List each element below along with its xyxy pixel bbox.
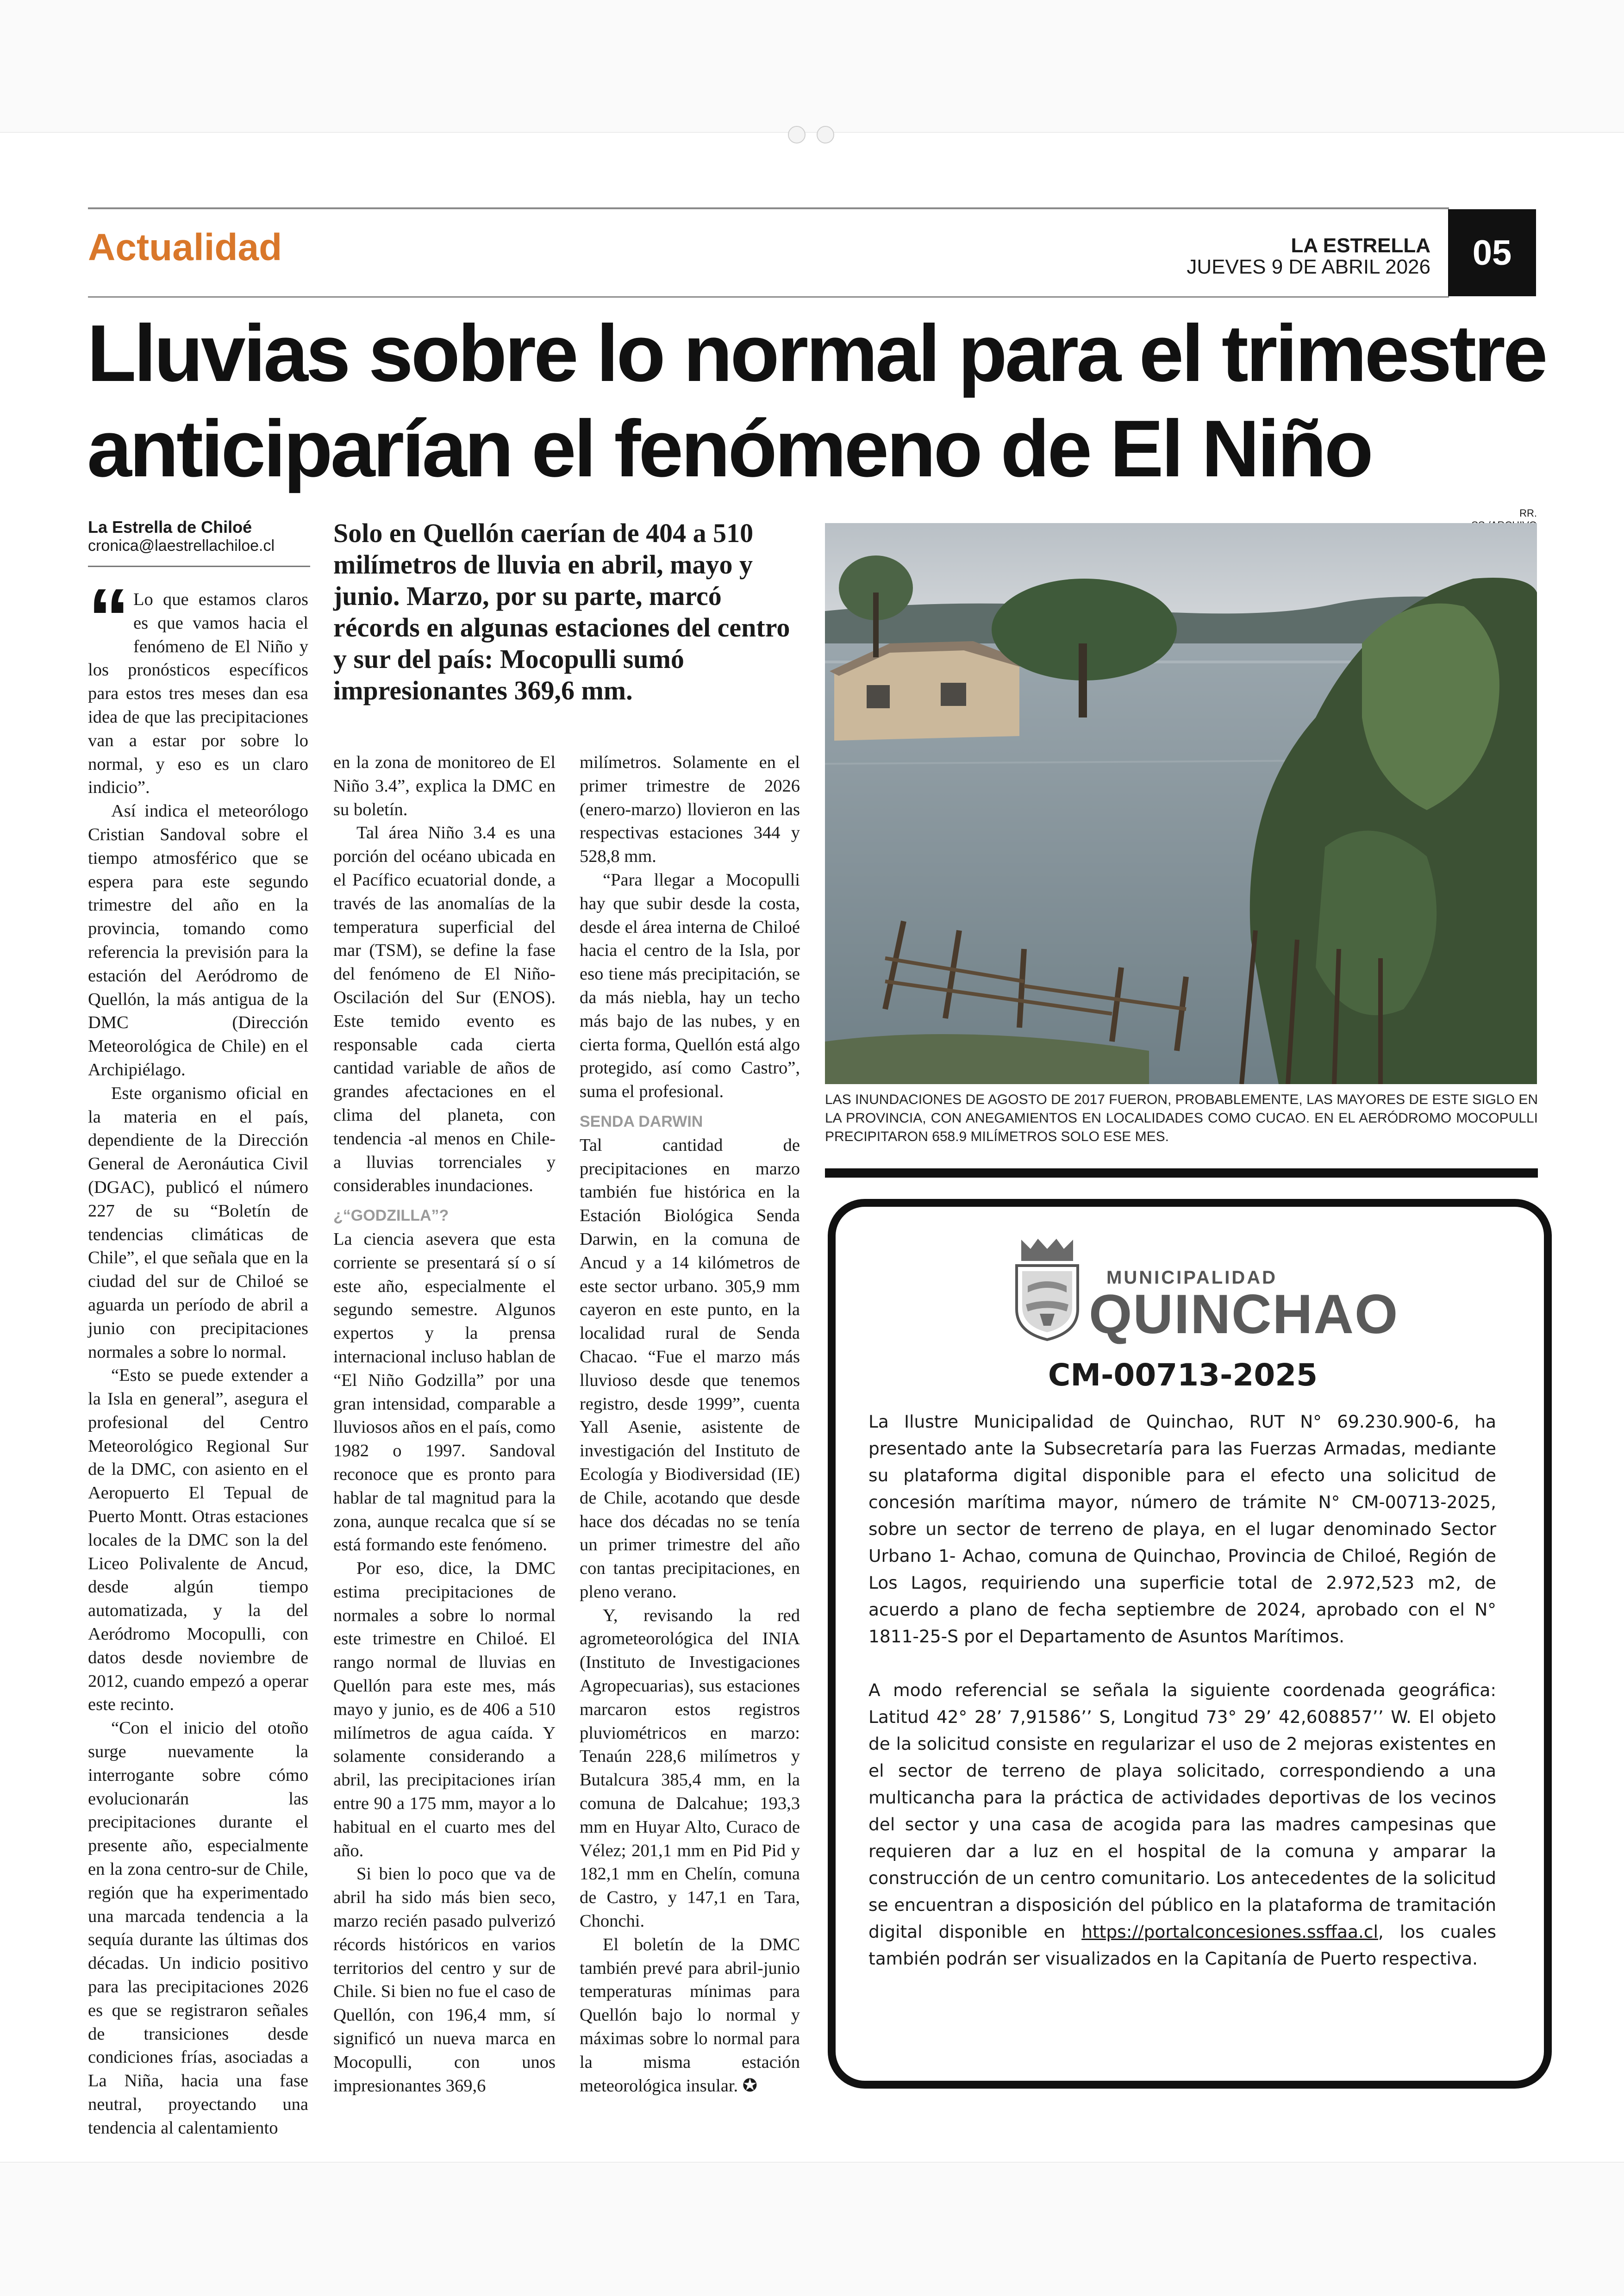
newspaper-name: LA ESTRELLA bbox=[1291, 234, 1430, 257]
opening-paragraph bbox=[88, 572, 308, 799]
ad-separator bbox=[825, 1168, 1538, 1178]
paragraph: milímetros. Solamente en el primer trimestre de 2026 (enero-marzo) llovieron en las respectivas estaciones 344 y 528,8 mm. bbox=[580, 753, 800, 867]
notice-text: , los cuales también podrán ser visualizados en la Capitanía de Puerto respectiva. bbox=[868, 1922, 1496, 1969]
photo-credit: RR. bbox=[1519, 507, 1537, 519]
flood-photo bbox=[825, 523, 1537, 1084]
paragraph: “Con el inicio del otoño surge nuevamente la interrogante sobre cómo evolucionarán las precipitaciones durante el presente año, especialmente en la zona centro-sur de Chile, región que ha experimentado una marcada tendencia a la sequía durante las últimas dos décadas. Un indicio positivo para las precipitaciones 2026 es que se registraron señales de transiciones desde condiciones frías, asociadas a La Niña, hacia una fase neutral, proyectando una tendencia al calentamiento bbox=[88, 1718, 308, 2138]
page-bottom-band bbox=[0, 2162, 1624, 2296]
page-number: 05 bbox=[1448, 209, 1536, 296]
paragraph: Por eso, dice, la DMC estima precipitaciones de normales a sobre lo normal este trimestre en Chiloé. El rango normal de lluvias en Quellón para este mes, más mayo y junio, es de 406 a 510 milímetros de agua caída. Y solamente considerando a abril, las precipitaciones irían entre 90 a 175 mm, mayor a lo habitual en el cuarto mes del año. bbox=[333, 1559, 556, 1860]
byline-author: La Estrella de Chiloé bbox=[88, 518, 252, 537]
byline-email: cronica@laestrellachiloe.cl bbox=[88, 537, 275, 555]
paragraph: Este organismo oficial en la materia en el país, dependiente de la Dirección General de Aeronáutica Civil (DGAC), publicó el número 227 de su “Boletín de tendencias climáticas de Chile”, el que señala que en la ciudad del sur de Chiloé se aguarda un período de abril a junio con precipitaciones normales a sobre lo normal. bbox=[88, 1083, 308, 1362]
notice-paragraph: La Ilustre Municipalidad de Quinchao, RUT N° 69.230.900-6, ha presentado ante la Subsecretaría para las Fuerzas Armadas, mediante su plataforma digital disponible para el efecto una solicitud de concesión marítima mayor, número de trámite N° CM-00713-2025, sobre un sector de terreno de playa, en el lugar denominado Sector Urbano 1- Achao, comuna de Quinchao, Provincia de Chiloé, Región de Los Lagos, requiriendo una superficie total de 2.972,523 m2, de acuerdo a plano de fecha septiembre de 2024, aprobado con el N° 1811-25-S por el Departamento de Asuntos Marítimos. bbox=[868, 1411, 1496, 1647]
byline-rule bbox=[88, 566, 310, 567]
paragraph: Si bien lo poco que va de abril ha sido más bien seco, marzo recién pasado pulverizó récords históricos en varios territorios del centro y sur de Chile. Si bien no fue el caso de Quellón, con 196,4 mm, sí significó un nueva marca en Mocopulli, con unos impresionantes 369,6 bbox=[333, 1864, 556, 2096]
paragraph: “Para llegar a Mocopulli hay que subir desde la costa, desde el área interna de Chiloé hacia el centro de la Isla, por eso tiene más precipitación, se da más niebla, hay un techo más bajo de las nubes, y en cierta forma, Quellón está algo protegido, así como Castro”, suma el profesional. bbox=[580, 870, 800, 1102]
municipality-label: MUNICIPALIDAD bbox=[1106, 1267, 1278, 1288]
headline-line-1: Lluvias sobre lo normal para el trimestre bbox=[87, 308, 1546, 398]
subheading: ¿“GODZILLA”? bbox=[333, 1207, 449, 1225]
paragraph: Y, revisando la red agrometeorológica del INIA (Instituto de Investigaciones Agropecuarias), sus estaciones marcaron estos registros pluviométricos en marzo: Tenaún 228,6 milímetros y Butalcura 385,4 mm, en la comuna de Dalcahue; 193,3 mm en Huyar Alto, Curaco de Vélez; 201,1 mm en Pid Pid y 182,1 mm en Chelín, comuna de Castro, y 147,1 en Tara, Chonchi. bbox=[580, 1605, 800, 1931]
end-mark-icon: ✪ bbox=[742, 2076, 758, 2096]
article-lead: Solo en Quellón caerían de 404 a 510 milímetros de lluvia en abril, mayo y junio. Marzo, por su parte, marcó récords en algunas estaciones del centro y sur del país: Mocopulli sumó impresionantes 369,6 mm. bbox=[333, 518, 790, 705]
header-underline bbox=[88, 296, 1449, 298]
procedure-code: CM-00713-2025 bbox=[1048, 1357, 1318, 1393]
headline-line-2: anticiparían el fenómeno de El Niño bbox=[87, 403, 1371, 493]
paragraph bbox=[580, 1933, 800, 2098]
paragraph-text: Lo que estamos claros es que vamos hacia el fenómeno de El Niño y los pronósticos específicos para estos tres meses dan esa idea de que las precipitaciones van a estar por sobre lo normal, y eso es un claro indicio”. bbox=[88, 590, 308, 798]
page-dot[interactable] bbox=[788, 126, 806, 144]
shield-icon bbox=[1012, 1235, 1082, 1342]
headline bbox=[87, 306, 1550, 496]
municipality-name: QUINCHAO bbox=[1089, 1283, 1399, 1345]
legal-notice-text bbox=[868, 1408, 1496, 1972]
paragraph: Tal área Niño 3.4 es una porción del océano ubicada en el Pacífico ecuatorial donde, a través de las anomalías de la temperatura superficial del mar (TSM), se define la fase del fenómeno de El Niño-Oscilación del Sur (ENOS). Este temido evento es responsable cada cierta cantidad variable de años de grandes afectaciones en el clima del planeta, con tendencia -al menos en Chile- a lluvias torrenciales y considerables inundaciones. bbox=[333, 823, 556, 1196]
paragraph: “Esto se puede extender a la Isla en general”, asegura el profesional del Centro Meteorológico Regional Sur de la DMC, con asiento en el Aeropuerto El Tepual de Puerto Montt. Otras estaciones locales de la DMC son la del Liceo Polivalente de Ancud, desde algún tiempo automatizada, y la del Aeródromo Mocopulli, con datos desde noviembre de 2012, cuando empezó a operar este recinto. bbox=[88, 1366, 308, 1715]
paragraph: Así indica el meteorólogo Cristian Sandoval sobre el tiempo atmosférico que se espera para este segundo trimestre del año en la provincia, tomando como referencia la previsión para la estación del Aeródromo de Quellón, la más antigua de la DMC (Dirección Meteorológica de Chile) en el Archipiélago. bbox=[88, 801, 308, 1079]
article-column-2 bbox=[333, 751, 556, 2097]
subheading: SENDA DARWIN bbox=[580, 1112, 703, 1130]
page-top-band bbox=[0, 0, 1624, 133]
paragraph: Tal cantidad de precipitaciones en marzo también fue histórica en la Estación Biológica Senda Darwin, en la comuna de Ancud y a 14 kilómetros de este sector urbano. 305,9 mm cayeron en este punto, en la localidad rural de Senda Chacao. “Fue el marzo más lluvioso desde que tenemos registro, desde 1999”, cuenta Yall Asenie, asistente de investigación del Instituto de Ecología y Biodiversidad (IE) de Chile, acotando que desde hace dos décadas no se tenía un primer trimestre del año con tantas precipitaciones, en pleno verano. bbox=[580, 1135, 800, 1602]
portal-link[interactable]: https://portalconcesiones.ssffaa.cl bbox=[1081, 1922, 1378, 1942]
quote-mark-icon: “ bbox=[88, 572, 130, 665]
issue-date: JUEVES 9 DE ABRIL 2026 bbox=[1187, 256, 1430, 278]
page-dot[interactable] bbox=[817, 126, 834, 144]
article-column-3 bbox=[580, 751, 800, 2097]
notice-text: A modo referencial se señala la siguiente coordenada geográfica: Latitud 42° 28’ 7,91586’’ S, Longitud 73° 29’ 42,608857’’ W. El objeto de la solicitud consiste en regularizar el uso de 2 mejoras existentes en el sector de terreno de playa solicitado, correspondiendo a una multicancha para la práctica de actividades deportivas de los vecinos del sector y una casa de acogida para las madres campesinas que requieren dar a luz en el hospital de la comuna y amparar la construcción de un centro comunitario. Los antecedentes de la solicitud se encuentran a disposición del público en la plataforma de tramitación digital disponible en bbox=[868, 1680, 1496, 1942]
notice-paragraph bbox=[868, 1677, 1496, 1972]
paragraph: La ciencia asevera que esta corriente se presentará sí o sí este año, especialmente el segundo semestre. Algunos expertos y la prensa internacional incluso hablan de “El Niño Godzilla” por una gran intensidad, comparable a lluviosos años en el país, como 1982 o 1997. Sandoval reconoce que es pronto para hablar de tal magnitud para la zona, aunque recalca que sí se está formando este fenómeno. bbox=[333, 1229, 556, 1555]
paragraph: en la zona de monitoreo de El Niño 3.4”, explica la DMC en su boletín. bbox=[333, 753, 556, 819]
section-label: Actualidad bbox=[88, 226, 282, 268]
paragraph-text: El boletín de la DMC también prevé para abril-junio temperaturas mínimas para Quellón bajo lo normal y máximas sobre lo normal para la misma estación meteorológica insular. bbox=[580, 1934, 800, 2096]
photo-caption: LAS INUNDACIONES DE AGOSTO DE 2017 FUERON, PROBABLEMENTE, LAS MAYORES DE ESTE SIGLO EN LA PROVINCIA, CON ANEGAMIENTOS EN LOCALIDADES COMO CUCAO. EN EL AERÓDROMO MOCOPULLI PRECIPITARON 658.9 MILÍMETROS SOLO ESE MES. bbox=[825, 1092, 1538, 1144]
page-indicator bbox=[782, 126, 843, 144]
header-rule bbox=[88, 207, 1449, 209]
article-column-1 bbox=[88, 572, 308, 2140]
